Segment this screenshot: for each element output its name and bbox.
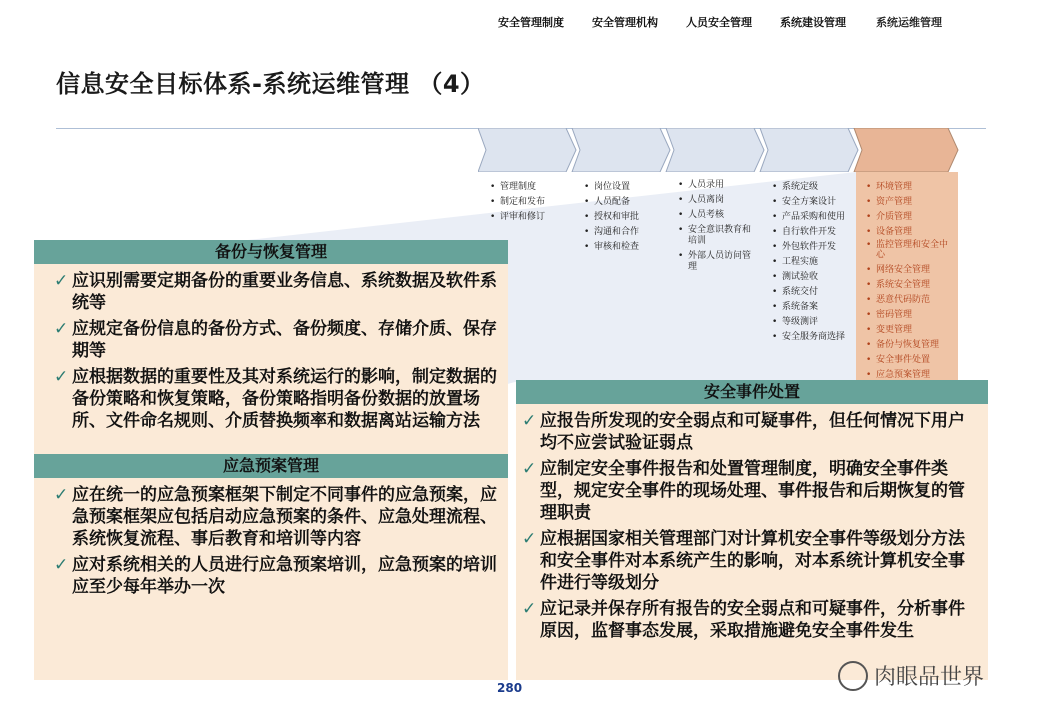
backup-item-2 <box>54 318 504 362</box>
tab-security-organization[interactable]: 安全管理机构 <box>592 16 658 29</box>
emergency-header: 应急预案管理 <box>34 454 508 478</box>
watermark <box>838 660 984 691</box>
item-text: 应识别需要定期备份的重要业务信息、系统数据及软件系统等 <box>72 271 497 313</box>
list-item: • 评审和修订 <box>500 210 570 225</box>
item-text: 应根据国家相关管理部门对计算机安全事件等级划分方法和安全事件对本系统产生的影响，对本系统计算机安全事件进行等级划分 <box>540 529 965 593</box>
list-item: • 沟通和合作 <box>594 225 668 240</box>
backup-item-3 <box>54 366 504 432</box>
item-text: 应报告所发现的安全弱点和可疑事件，但任何情况下用户均不应尝试验证弱点 <box>540 411 965 453</box>
list-item: • 人员录用 <box>688 180 756 191</box>
list-item: • 人员配备 <box>594 195 668 210</box>
check-icon: ✓ <box>522 459 537 479</box>
list-item: • 岗位设置 <box>594 180 668 195</box>
list-item: • 外部人员访问管理 <box>688 251 756 273</box>
tab-system-operation[interactable]: 系统运维管理 <box>876 16 942 29</box>
check-icon: ✓ <box>54 319 69 339</box>
list-item: • 安全方案设计 <box>782 195 856 210</box>
list-item: • 授权和审批 <box>594 210 668 225</box>
list-item: • 资产管理 <box>876 195 952 210</box>
check-icon: ✓ <box>522 529 537 549</box>
wechat-icon <box>838 661 868 691</box>
list-item: • 管理制度 <box>500 180 570 195</box>
list-item: • 测试验收 <box>782 270 856 285</box>
list-item: • 自行软件开发 <box>782 225 856 240</box>
emergency-item-2 <box>54 554 504 598</box>
page-number: 280 <box>497 681 523 695</box>
item-text: 应对系统相关的人员进行应急预案培训，应急预案的培训应至少每年举办一次 <box>72 555 497 597</box>
incident-item-2 <box>522 458 976 524</box>
item-text: 应记录并保存所有报告的安全弱点和可疑事件，分析事件原因，监督事态发展，采取措施避免安全事件发生 <box>540 599 965 641</box>
list-item: • 应急预案管理 <box>876 368 952 380</box>
tab-shape-2 <box>572 128 670 172</box>
list-item: • 安全意识教育和培训 <box>688 225 756 247</box>
column-list-3 <box>678 180 756 273</box>
tab-system-construction[interactable]: 系统建设管理 <box>780 16 846 29</box>
list-item: • 审核和检查 <box>594 240 668 255</box>
incident-header: 安全事件处置 <box>516 380 988 404</box>
column-list-5 <box>866 180 952 380</box>
list-item: • 安全服务商选择 <box>782 330 856 345</box>
check-icon: ✓ <box>522 599 537 619</box>
list-item: • 监控管理和安全中心 <box>876 240 952 260</box>
list-item: • 环境管理 <box>876 180 952 195</box>
list-item: • 外包软件开发 <box>782 240 856 255</box>
list-item: • 系统备案 <box>782 300 856 315</box>
incident-item-4 <box>522 598 976 642</box>
tab-shape-5 <box>854 128 958 172</box>
list-item: • 人员考核 <box>688 210 756 221</box>
list-item: • 工程实施 <box>782 255 856 270</box>
page-title: 信息安全目标体系-系统运维管理 （4） <box>56 70 485 98</box>
incident-item-1 <box>522 410 976 454</box>
backup-header: 备份与恢复管理 <box>34 240 508 264</box>
column-list-4 <box>772 180 856 345</box>
item-text: 应根据数据的重要性及其对系统运行的影响，制定数据的备份策略和恢复策略，备份策略指明备份数据的放置场所、文件命名规则、介质替换频率和数据离站运输方法 <box>72 367 497 431</box>
list-item: • 制定和发布 <box>500 195 570 210</box>
list-item: • 人员离岗 <box>688 195 756 206</box>
tab-shape-4 <box>760 128 858 172</box>
list-item: • 变更管理 <box>876 323 952 338</box>
column-list-1 <box>490 180 570 225</box>
item-text: 应制定安全事件报告和处置管理制度，明确安全事件类型，规定安全事件的现场处理、事件报告和后期恢复的管理职责 <box>540 459 965 523</box>
list-item: • 设备管理 <box>876 225 952 240</box>
item-text: 应在统一的应急预案框架下制定不同事件的应急预案，应急预案框架应包括启动应急预案的条件、应急处理流程、系统恢复流程、事后教育和培训等内容 <box>72 485 497 549</box>
list-item: • 恶意代码防范 <box>876 293 952 308</box>
check-icon: ✓ <box>54 367 69 387</box>
tab-personnel-security[interactable]: 人员安全管理 <box>686 16 752 29</box>
watermark-text: 肉眼品世界 <box>874 665 985 690</box>
check-icon: ✓ <box>54 485 69 505</box>
emergency-item-1 <box>54 484 504 550</box>
tab-shape-3 <box>666 128 764 172</box>
check-icon: ✓ <box>522 411 537 431</box>
backup-item-1 <box>54 270 504 314</box>
list-item: • 系统安全管理 <box>876 278 952 293</box>
list-item: • 安全事件处置 <box>876 353 952 368</box>
list-item: • 等级测评 <box>782 315 856 330</box>
tab-bar <box>478 128 960 172</box>
list-item: • 产品采购和使用 <box>782 210 856 225</box>
check-icon: ✓ <box>54 271 69 291</box>
list-item: • 系统交付 <box>782 285 856 300</box>
list-item: • 介质管理 <box>876 210 952 225</box>
list-item: • 备份与恢复管理 <box>876 338 952 353</box>
column-list-2 <box>584 180 668 255</box>
incident-item-3 <box>522 528 976 594</box>
check-icon: ✓ <box>54 555 69 575</box>
list-item: • 密码管理 <box>876 308 952 323</box>
tab-shape-1 <box>478 128 576 172</box>
list-item: • 系统定级 <box>782 180 856 195</box>
item-text: 应规定备份信息的备份方式、备份频度、存储介质、保存期等 <box>72 319 497 361</box>
list-item: • 网络安全管理 <box>876 263 952 278</box>
tab-security-policy[interactable]: 安全管理制度 <box>498 16 564 29</box>
